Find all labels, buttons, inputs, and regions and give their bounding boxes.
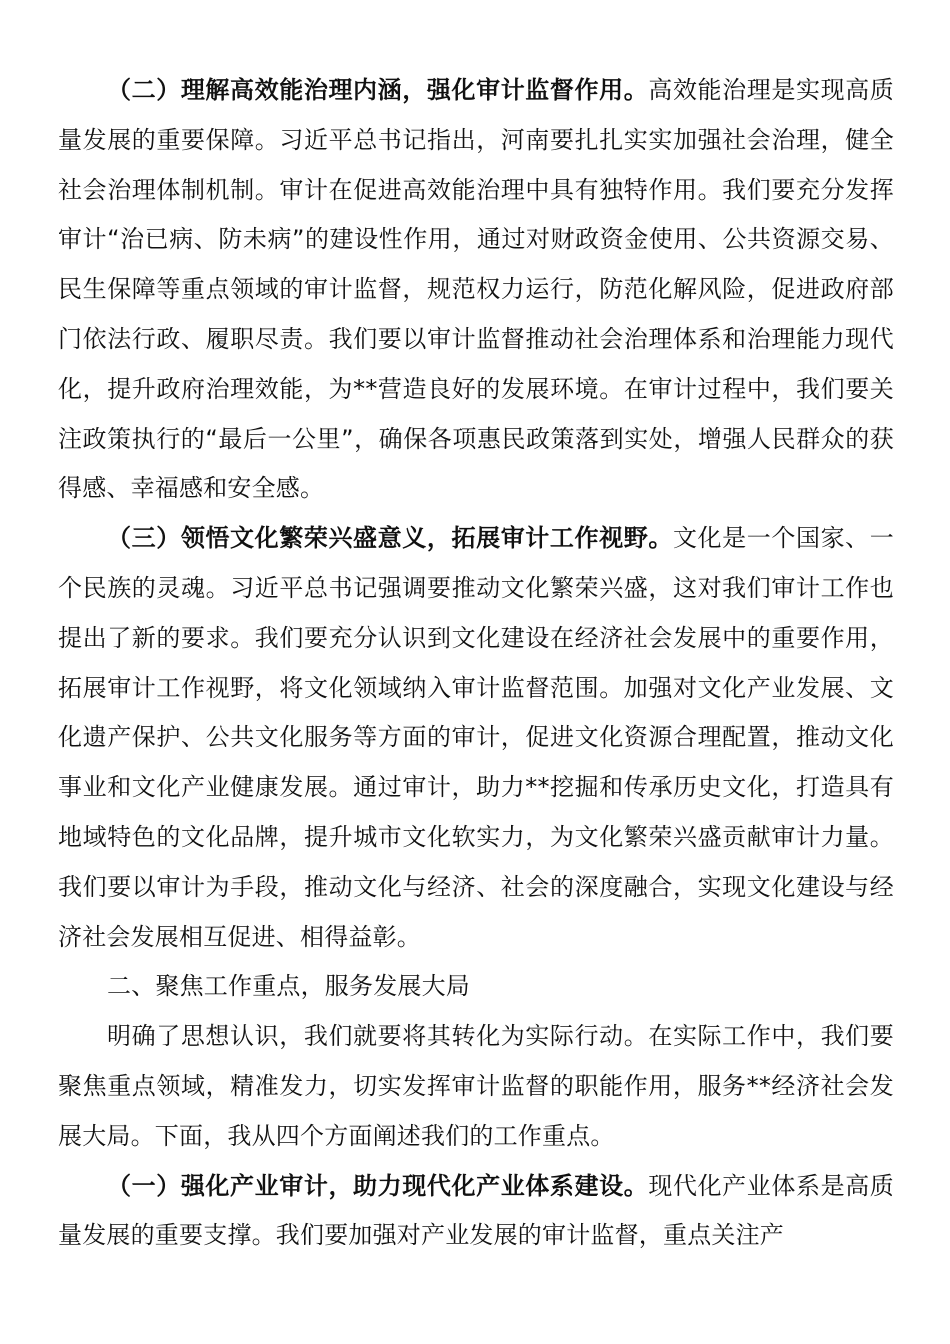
paragraph-text: 高效能治理是实现高质量发展的重要保障。习近平总书记指出，河南要扎扎实实加强社会治理，健全社会治理体制机制。审计在促进高效能治理中具有独特作用。我们要充分发挥审计“治已病、防未病”的建设性作用，通过对财政资金使用、公共资源交易、民生保障等重点领域的审计监督，规范权力运行，防范化解风险，促进政府部门依法行政、履职尽责。我们要以审计监督推动社会治理体系和治理能力现代化，提升政府治理效能，为**营造良好的发展环境。在审计过程中，我们要关注政策执行的“最后一公里”，确保各项惠民政策落到实处，增强人民群众的获得感、幸福感和安全感。	[58, 76, 894, 503]
paragraph-governance	[58, 66, 894, 514]
paragraph-text: 现代化产业体系是高质量发展的重要支撑。我们要加强对产业发展的审计监督，重点关注产	[58, 1171, 894, 1250]
paragraph-heading: （二）理解高效能治理内涵，强化审计监督作用。	[107, 76, 649, 104]
paragraph-heading: （三）领悟文化繁荣兴盛意义，拓展审计工作视野。	[107, 524, 673, 553]
paragraph-intro	[58, 1012, 894, 1161]
section-title: 二、聚焦工作重点，服务发展大局	[107, 972, 470, 1001]
paragraph-industry	[58, 1162, 894, 1262]
document-body	[58, 66, 894, 1261]
paragraph-text: 明确了思想认识，我们就要将其转化为实际行动。在实际工作中，我们要聚焦重点领域，精准发力，切实发挥审计监督的职能作用，服务**经济社会发展大局。下面，我从四个方面阐述我们的工作重点。	[58, 1022, 894, 1150]
paragraph-text: 文化是一个国家、一个民族的灵魂。习近平总书记强调要推动文化繁荣兴盛，这对我们审计工作也提出了新的要求。我们要充分认识到文化建设在经济社会发展中的重要作用，拓展审计工作视野，将文化领域纳入审计监督范围。加强对文化产业发展、文化遗产保护、公共文化服务等方面的审计，促进文化资源合理配置，推动文化事业和文化产业健康发展。通过审计，助力**挖掘和传承历史文化，打造具有地域特色的文化品牌，提升城市文化软实力，为文化繁荣兴盛贡献审计力量。我们要以审计为手段，推动文化与经济、社会的深度融合，实现文化建设与经济社会发展相互促进、相得益彰。	[58, 524, 894, 951]
paragraph-heading: （一）强化产业审计，助力现代化产业体系建设。	[107, 1171, 649, 1200]
paragraph-culture	[58, 514, 894, 962]
